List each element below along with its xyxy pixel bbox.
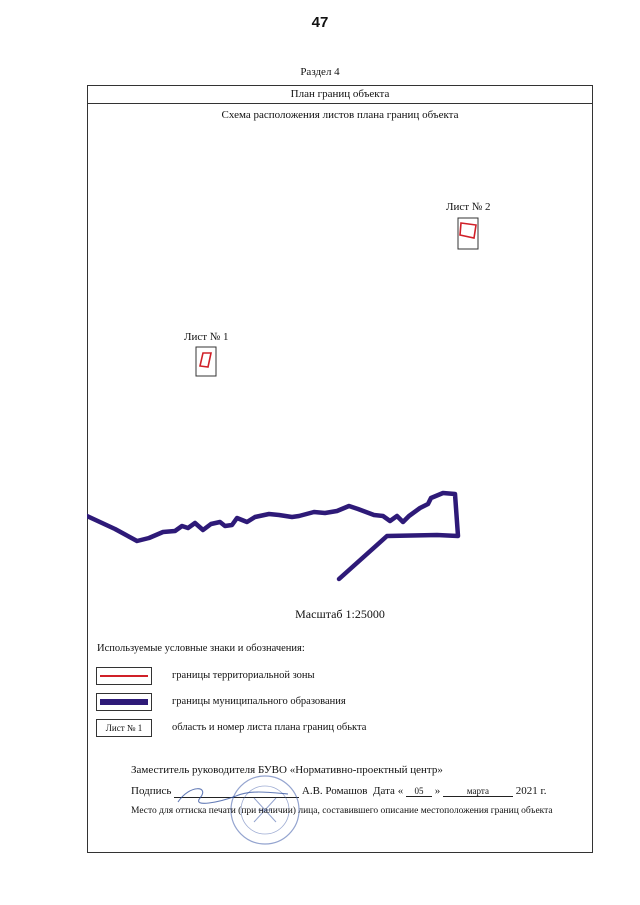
date-month: марта bbox=[443, 786, 513, 797]
signer-position: Заместитель руководителя БУВО «Нормативно-проектный центр» bbox=[131, 764, 443, 776]
legend-swatch-territorial-zone bbox=[96, 667, 152, 685]
legend-text-territorial-zone: границы территориальной зоны bbox=[172, 670, 315, 681]
sheet-2-zone bbox=[460, 223, 476, 238]
scheme-title: Схема расположения листов плана границ объекта bbox=[221, 109, 459, 121]
municipal-boundary-line bbox=[87, 493, 458, 579]
sheet-1-label: Лист № 1 bbox=[184, 331, 229, 343]
stamp-note: Место для оттиска печати (при наличии) лица, составившего описание местоположения границ объекта bbox=[131, 806, 553, 816]
legend-text-sheet: область и номер листа плана границ обькта bbox=[172, 722, 367, 733]
legend-swatch-municipal-boundary bbox=[96, 693, 152, 711]
sheet-1-frame bbox=[196, 347, 216, 376]
plan-header: План границ объекта bbox=[87, 85, 593, 104]
date-day: 05 bbox=[406, 786, 432, 797]
signer-name: А.В. Ромашов bbox=[301, 785, 368, 797]
signature-label: Подпись bbox=[131, 785, 172, 797]
sheet-layout-map bbox=[87, 104, 593, 594]
legend-title: Используемые условные знаки и обозначения: bbox=[97, 643, 305, 654]
date-mid: » bbox=[434, 785, 441, 797]
sheet-1-zone bbox=[200, 353, 211, 367]
page-number: 47 bbox=[311, 14, 329, 31]
scale-label: Масштаб 1:25000 bbox=[295, 607, 385, 621]
date-label: Дата « bbox=[373, 785, 404, 797]
section-title: Раздел 4 bbox=[300, 66, 340, 78]
legend-swatch-sheet: Лист № 1 bbox=[96, 719, 152, 737]
legend-text-municipal-boundary: границы муниципального образования bbox=[172, 696, 346, 707]
date-year: 2021 г. bbox=[515, 785, 547, 797]
sheet-2-label: Лист № 2 bbox=[446, 201, 491, 213]
